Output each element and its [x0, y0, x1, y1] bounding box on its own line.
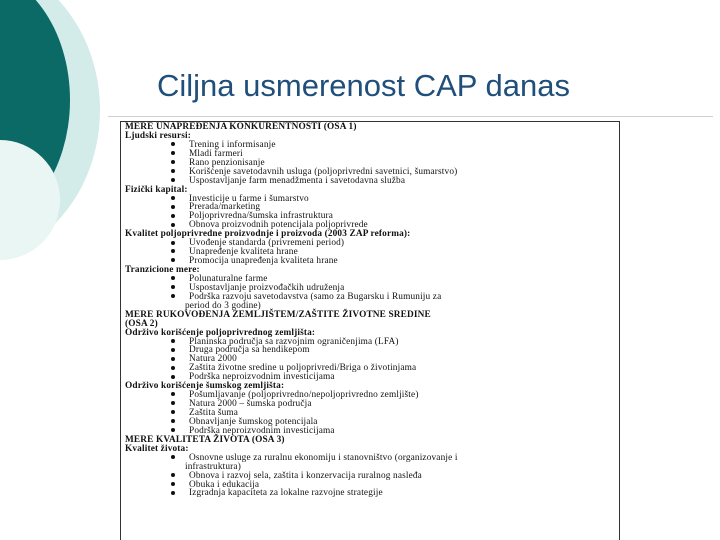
bullet-icon	[171, 142, 175, 146]
scanned-document-table	[120, 121, 620, 540]
line-text: Obnavljanje šumskog potencijala	[189, 416, 318, 427]
line-text: MERE KVALITETA ŽIVOTA (OSA 3)	[125, 434, 285, 445]
bullet-icon	[171, 241, 175, 245]
slide-title: Ciljna usmerenost CAP danas	[157, 68, 570, 103]
bullet-icon	[171, 214, 175, 218]
line-text: Podrška razvoju savetodavstva (samo za Bugarsku i Rumuniju za	[189, 291, 442, 302]
section-header	[125, 123, 615, 132]
line-text: Fizički kapital:	[125, 184, 188, 195]
bullet-icon	[171, 455, 175, 459]
line-text: Unapređenje kvaliteta hrane	[189, 247, 298, 258]
line-text: MERE UNAPREĐENJA KONKURENTNOSTI (OSA 1)	[125, 122, 357, 132]
bullet-icon	[171, 401, 175, 405]
line-text: Promocija unapređenja kvaliteta hrane	[189, 256, 338, 267]
line-text: period do 3 godine)	[185, 300, 261, 311]
line-text: Podrška neproizvodnim investicijama	[189, 372, 335, 383]
line-text: Održivo korišćenje poljoprivrednog zemljišta:	[125, 327, 316, 338]
line-text: Kvalitet života:	[125, 443, 189, 454]
line-text: MERE RUKOVOĐENJA ZEMLJIŠTEM/ZAŠTITE ŽIVOTNE SREDINE	[125, 309, 431, 320]
line-text: Izgradnja kapaciteta za lokalne razvojne strategije	[189, 488, 383, 499]
list-item	[125, 177, 615, 186]
line-text: Zaštita šuma	[189, 408, 239, 418]
bullet-icon	[171, 348, 175, 352]
line-text: Obuka i edukacija	[189, 479, 260, 490]
line-text: Mladi farmeri	[189, 148, 243, 159]
bullet-icon	[171, 473, 175, 477]
bullet-icon	[171, 223, 175, 227]
line-text: Rano penzionisanje	[189, 157, 265, 168]
bullet-icon	[171, 285, 175, 289]
line-text: Uvođenje standarda (privremeni period)	[189, 238, 345, 249]
line-text: Natura 2000	[189, 354, 237, 365]
line-text: Obnova i razvoj sela, zaštita i konzervacija ruralnog nasleđa	[189, 470, 422, 481]
line-text: infrastruktura)	[185, 461, 241, 472]
bullet-icon	[171, 258, 175, 262]
line-text: Druga područja sa hendikepom	[189, 345, 310, 356]
line-text: Prerada/marketing	[189, 202, 261, 213]
bullet-icon	[171, 357, 175, 361]
bullet-icon	[171, 392, 175, 396]
list-item	[125, 489, 615, 498]
bullet-icon	[171, 151, 175, 155]
line-text: Tranzicione mere:	[125, 265, 200, 275]
decorative-circles	[0, 0, 120, 540]
bullet-icon	[171, 169, 175, 173]
bullet-icon	[171, 294, 175, 298]
bullet-icon	[171, 339, 175, 343]
line-text: Trening i informisanje	[189, 139, 276, 150]
line-text: Investicije u farme i šumarstvo	[189, 193, 309, 204]
bullet-icon	[171, 419, 175, 423]
bullet-icon	[171, 410, 175, 414]
bullet-icon	[171, 491, 175, 495]
line-text: Polunaturalne farme	[189, 273, 268, 284]
title-divider	[108, 116, 713, 117]
section-header	[125, 311, 615, 320]
line-text: (OSA 2)	[125, 318, 158, 329]
line-text: Natura 2000 – šumska područja	[189, 399, 312, 410]
line-text: Održivo korišćenje šumskog zemljišta:	[125, 381, 285, 392]
bullet-icon	[171, 205, 175, 209]
line-text: Uspostavljanje proizvođačkih udruženja	[189, 282, 345, 293]
bullet-icon	[171, 160, 175, 164]
bullet-icon	[171, 482, 175, 486]
line-text: Poljoprivredna/šumska infrastruktura	[189, 211, 334, 222]
line-text: Obnova proizvodnih potencijala poljoprivrede	[189, 220, 368, 231]
bullet-icon	[171, 428, 175, 432]
line-text: Pošumljavanje (poljoprivredno/nepoljoprivredno zemljište)	[189, 390, 419, 401]
bullet-icon	[171, 276, 175, 280]
section-header	[125, 436, 615, 445]
line-text: Podrška neproizvodnim investicijama	[189, 425, 335, 436]
line-text: Uspostavljanje farm menadžmenta i savetodavna služba	[189, 175, 406, 186]
bullet-icon	[171, 178, 175, 182]
line-text: Osnovne usluge za ruralnu ekonomiju i stanovništvo (organizovanje i	[189, 452, 458, 463]
line-text: Korišćenje savetodavnih usluga (poljoprivredni savetnici, šumarstvo)	[189, 166, 458, 177]
bullet-icon	[171, 366, 175, 370]
bullet-icon	[171, 196, 175, 200]
line-text: Ljudski resursi:	[125, 130, 192, 141]
line-text: Zaštita životne sredine u poljoprivredi/Briga o životinjama	[189, 363, 417, 374]
line-text: Planinska područja sa razvojnim ograničenjima (LFA)	[189, 336, 399, 347]
bullet-icon	[171, 249, 175, 253]
bullet-icon	[171, 375, 175, 379]
line-text: Kvalitet poljoprivredne proizvodnje i proizvoda (2003 ZAP reforma):	[125, 229, 411, 240]
